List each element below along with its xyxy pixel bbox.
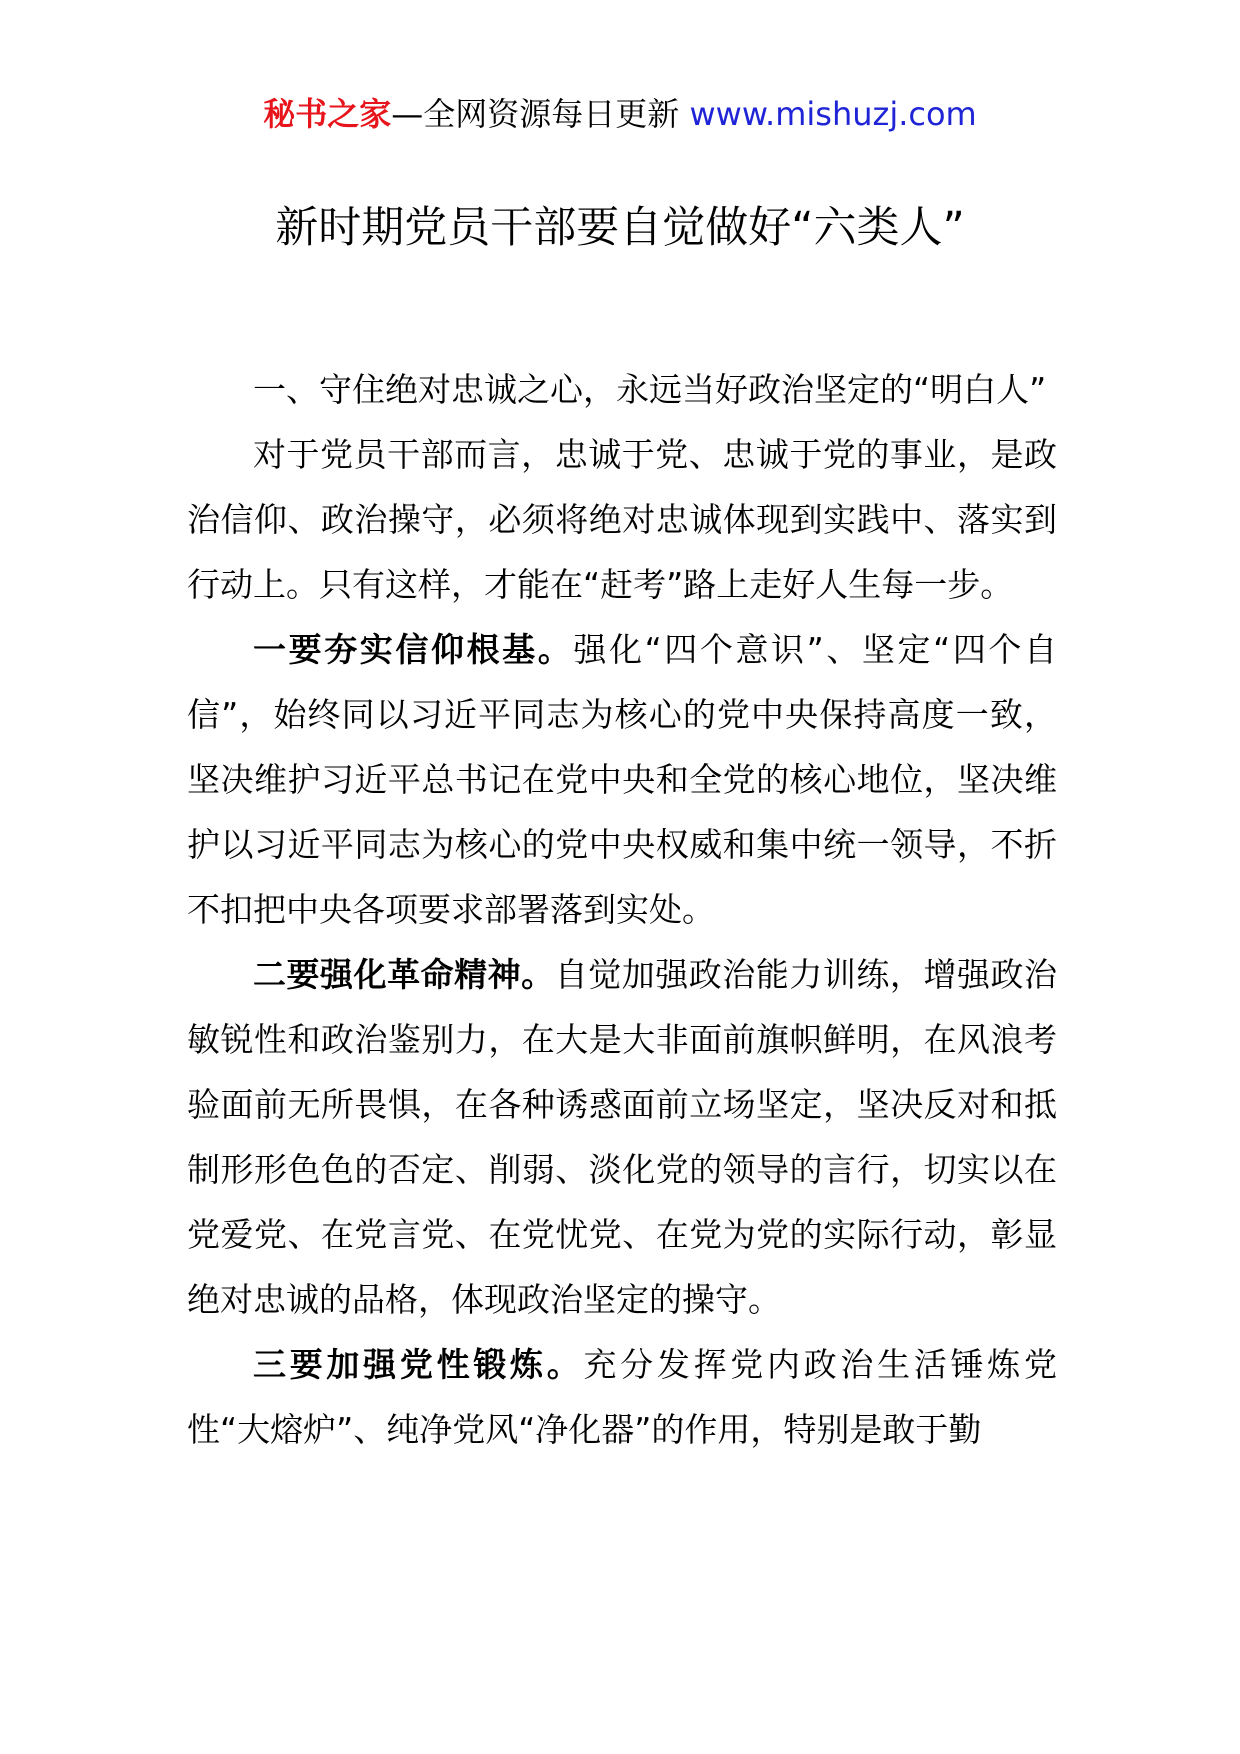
point-paragraph	[187, 617, 1057, 942]
site-url-link[interactable]: www.mishuzj.com	[689, 95, 977, 133]
point-lead: 一要夯实信仰根基。	[253, 630, 574, 669]
point-lead: 二要强化革命精神。	[253, 955, 555, 994]
point-lead: 三要加强党性锻炼。	[253, 1345, 584, 1384]
site-brand: 秘书之家	[263, 95, 392, 133]
point-text: 充分发挥党内政治生活锤炼党性“大熔炉”、纯净党风“净化器”的作用，特别是敢于勤	[187, 1345, 1058, 1449]
section-heading: 一、守住绝对忠诚之心，永远当好政治坚定的“明白人”	[253, 370, 1047, 409]
point-paragraph	[187, 1332, 1057, 1462]
point-paragraph	[187, 942, 1057, 1332]
site-tagline: —全网资源每日更新	[391, 95, 690, 133]
point-text: 强化“四个意识”、坚定“四个自信”，始终同以习近平同志为核心的党中央保持高度一致，坚决维护习近平总书记在党中央和全党的核心地位，坚决维护以习近平同志为核心的党中央权威和集中统一领导，不折不扣把中央各项要求部署落到实处。	[187, 630, 1058, 929]
document-title: 新时期党员干部要自觉做好“六类人”	[275, 203, 965, 253]
point-text: 自觉加强政治能力训练，增强政治敏锐性和政治鉴别力，在大是大非面前旗帜鲜明，在风浪考验面前无所畏惧，在各种诱惑面前立场坚定，坚决反对和抵制形形色色的否定、削弱、淡化党的领导的言行，切实以在党爱党、在党言党、在党忧党、在党为党的实际行动，彰显绝对忠诚的品格，体现政治坚定的操守。	[187, 955, 1058, 1319]
site-header	[0, 94, 1240, 134]
intro-paragraph: 对于党员干部而言，忠诚于党、忠诚于党的事业，是政治信仰、政治操守，必须将绝对忠诚体现到实践中、落实到行动上。只有这样，才能在“赶考”路上走好人生每一步。	[187, 435, 1057, 604]
document-body	[187, 357, 1057, 1462]
